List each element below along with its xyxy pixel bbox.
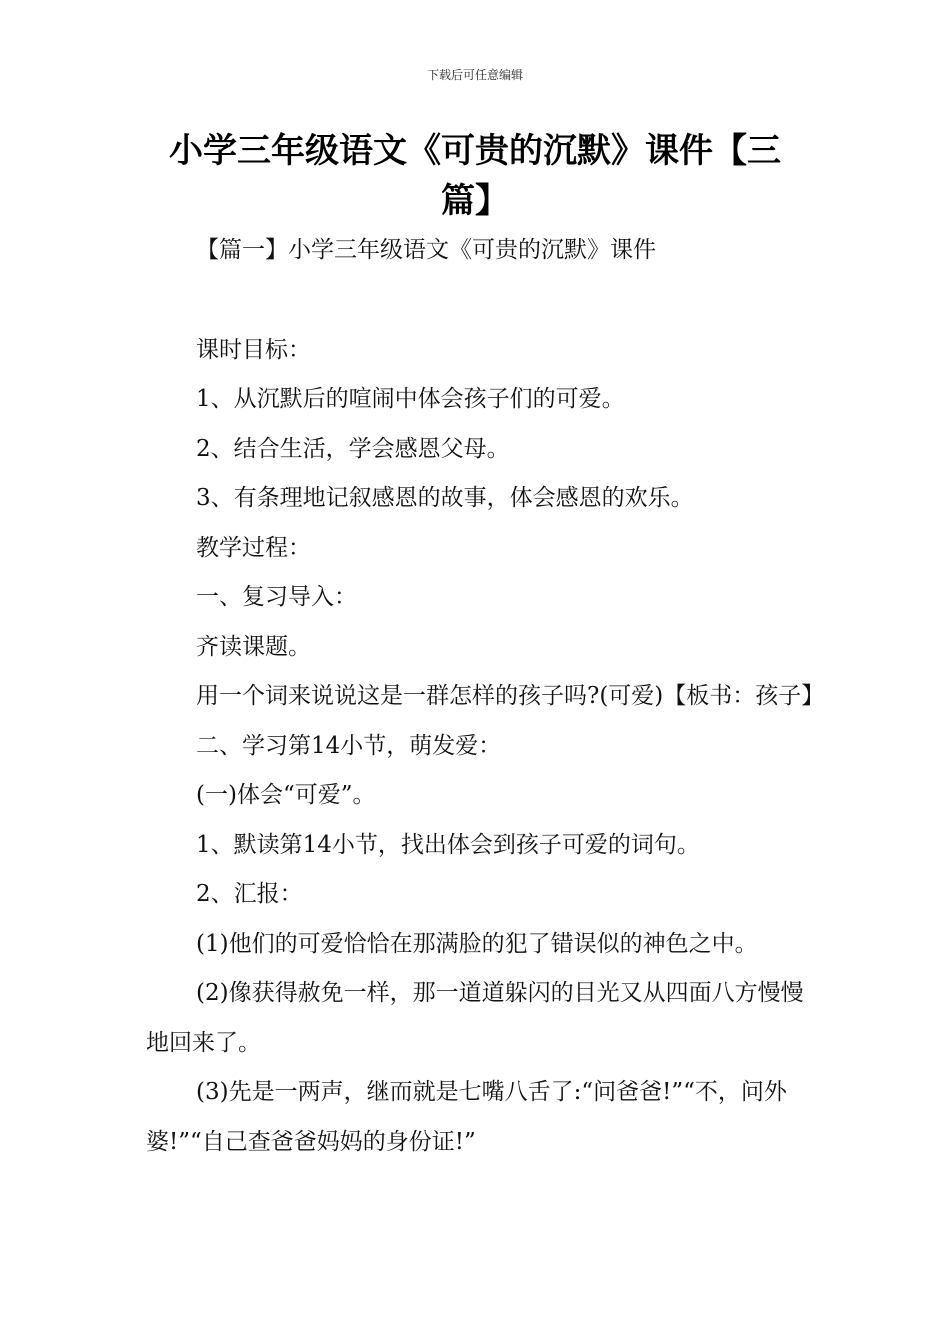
document-title: 小学三年级语文《可贵的沉默》课件【三篇】	[169, 131, 781, 221]
paragraph: (2)像获得赦免一样，那一道道躲闪的目光又从四面八方慢慢地回来了。	[146, 980, 804, 1056]
paragraph: (3)先是一两声，继而就是七嘴八舌了:“问爸爸!”“不，问外婆!”“自己查爸爸妈妈的身份证!”	[146, 1079, 787, 1155]
paragraph: 教学过程：	[196, 534, 311, 561]
paragraph: (1)他们的可爱恰恰在那满脸的犯了错误似的神色之中。	[196, 930, 758, 957]
paragraph: 用一个词来说说这是一群怎样的孩子吗?(可爱)【板书：孩子】	[196, 683, 825, 709]
paragraph: 课时目标：	[196, 336, 311, 363]
paragraph: 一、复习导入：	[196, 584, 357, 610]
paragraph: 1、默读第14小节，找出体会到孩子可爱的词句。	[196, 831, 700, 858]
paragraph: 2、结合生活，学会感恩父母。	[196, 435, 510, 462]
paragraph: 二、学习第14小节，萌发爱：	[196, 732, 502, 759]
paragraph: 1、从沉默后的喧闹中体会孩子们的可爱。	[196, 386, 625, 412]
header-note: 下载后可任意编辑	[426, 68, 523, 82]
paragraph: 2、汇报：	[196, 881, 303, 907]
blank-line	[146, 276, 826, 326]
document-body	[146, 226, 826, 1167]
paragraph: 齐读课题。	[196, 633, 311, 660]
paragraph: (一)体会“可爱”。	[196, 782, 376, 808]
paragraph: 3、有条理地记叙感恩的故事，体会感恩的欢乐。	[196, 485, 694, 511]
section-heading: 【篇一】小学三年级语文《可贵的沉默》课件	[196, 237, 656, 263]
